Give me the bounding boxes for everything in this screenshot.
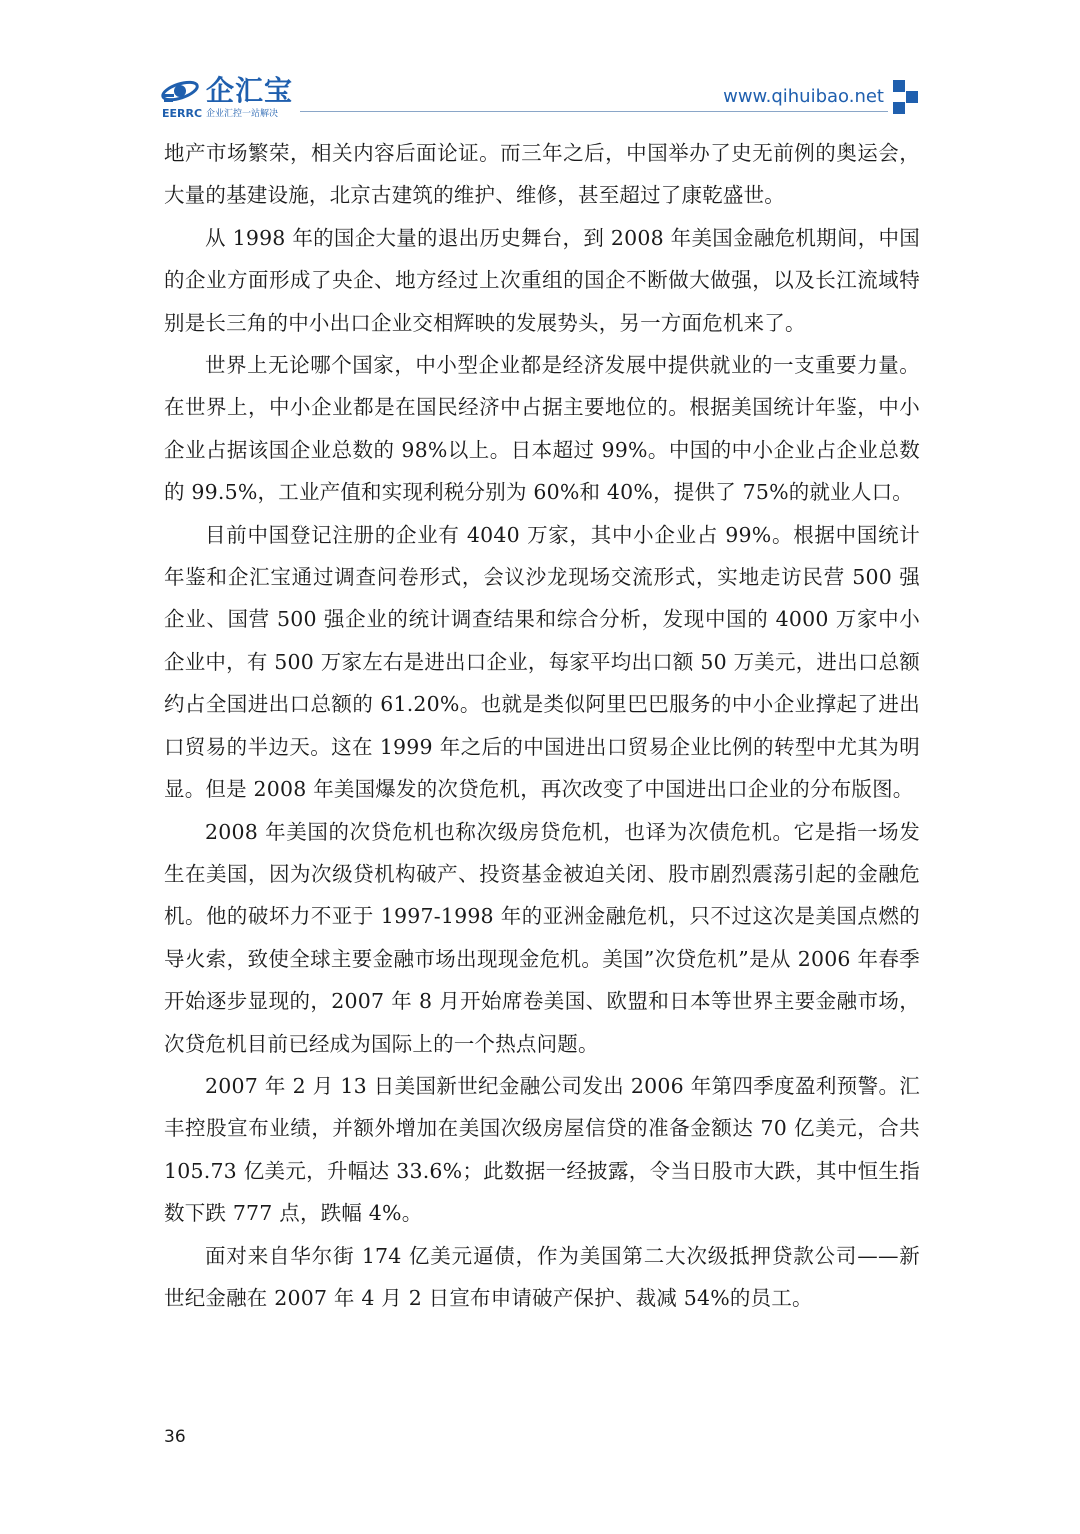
article-body — [164, 132, 920, 1319]
website-url: www.qihuibao.net — [723, 86, 884, 107]
logo-name: 企汇宝 — [206, 74, 294, 107]
paragraph: 从 1998 年的国企大量的退出历史舞台，到 2008 年美国金融危机期间，中国的企业方面形成了央企、地方经过上次重组的国企不断做大做强，以及长江流域特别是长三角的中小出口企业交相辉映的发展势头，另一方面危机来了。 — [164, 225, 920, 335]
paragraph: 2008 年美国的次贷危机也称次级房贷危机，也译为次债危机。它是指一场发生在美国，因为次级贷机构破产、投资基金被迫关闭、股市剧烈震荡引起的金融危机。他的破坏力不亚于 1997-1998 年的亚洲金融危机，只不过这次是美国点燃的导火索，致使全球主要金融市场出现现金危机。美国”次贷危机”是从 2006 年春季开始逐步显现的，2007 年 8 月开始席卷美国、欧盟和日本等世界主要金融市场，次贷危机目前已经成为国际上的一个热点问题。 — [164, 819, 920, 1056]
company-logo — [160, 74, 300, 122]
logo-abbreviation: EERRC — [162, 107, 203, 120]
header-divider — [300, 111, 888, 112]
page-number: 36 — [164, 1427, 186, 1447]
paragraph: 2007 年 2 月 13 日美国新世纪金融公司发出 2006 年第四季度盈利预警。汇丰控股宣布业绩，并额外增加在美国次级房屋信贷的准备金额达 70 亿美元，合共 105.73 亿美元，升幅达 33.6%；此数据一经披露，令当日股市大跌，其中恒生指数下跌 777 点，跌幅 4%。 — [164, 1073, 920, 1226]
paragraph: 目前中国登记注册的企业有 4040 万家，其中小企业占 99%。根据中国统计年鉴和企汇宝通过调查问卷形式，会议沙龙现场交流形式，实地走访民营 500 强企业、国营 500 强企业的统计调查结果和综合分析，发现中国的 4000 万家中小企业中，有 500 万家左右是进出口企业，每家平均出口额 50 万美元，进出口总额约占全国进出口总额的 61.20%。也就是类似阿里巴巴服务的中小企业撑起了进出口贸易的半边天。这在 1999 年之后的中国进出口贸易企业比例的转型中尤其为明显。但是 2008 年美国爆发的次贷危机，再次改变了中国进出口企业的分布版图。 — [164, 522, 920, 802]
paragraph: 地产市场繁荣，相关内容后面论证。而三年之后，中国举办了史无前例的奥运会，大量的基建设施，北京古建筑的维护、维修，甚至超过了康乾盛世。 — [164, 141, 920, 208]
paragraph: 世界上无论哪个国家，中小型企业都是经济发展中提供就业的一支重要力量。在世界上，中小企业都是在国民经济中占据主要地位的。根据美国统计年鉴，中小企业占据该国企业总数的 98%以上。日本超过 99%。中国的中小企业占企业总数的 99.5%，工业产值和实现利税分别为 60%和 40%，提供了 75%的就业人口。 — [164, 353, 920, 505]
logo-slogan: 企业汇控一站解决 — [206, 109, 279, 119]
page-header — [0, 0, 1080, 130]
corner-squares-icon — [893, 80, 919, 114]
paragraph: 面对来自华尔街 174 亿美元逼债，作为美国第二大次级抵押贷款公司——新世纪金融在 2007 年 4 月 2 日宣布申请破产保护、裁减 54%的员工。 — [164, 1243, 920, 1310]
qihuibao-logo-icon — [160, 76, 202, 106]
